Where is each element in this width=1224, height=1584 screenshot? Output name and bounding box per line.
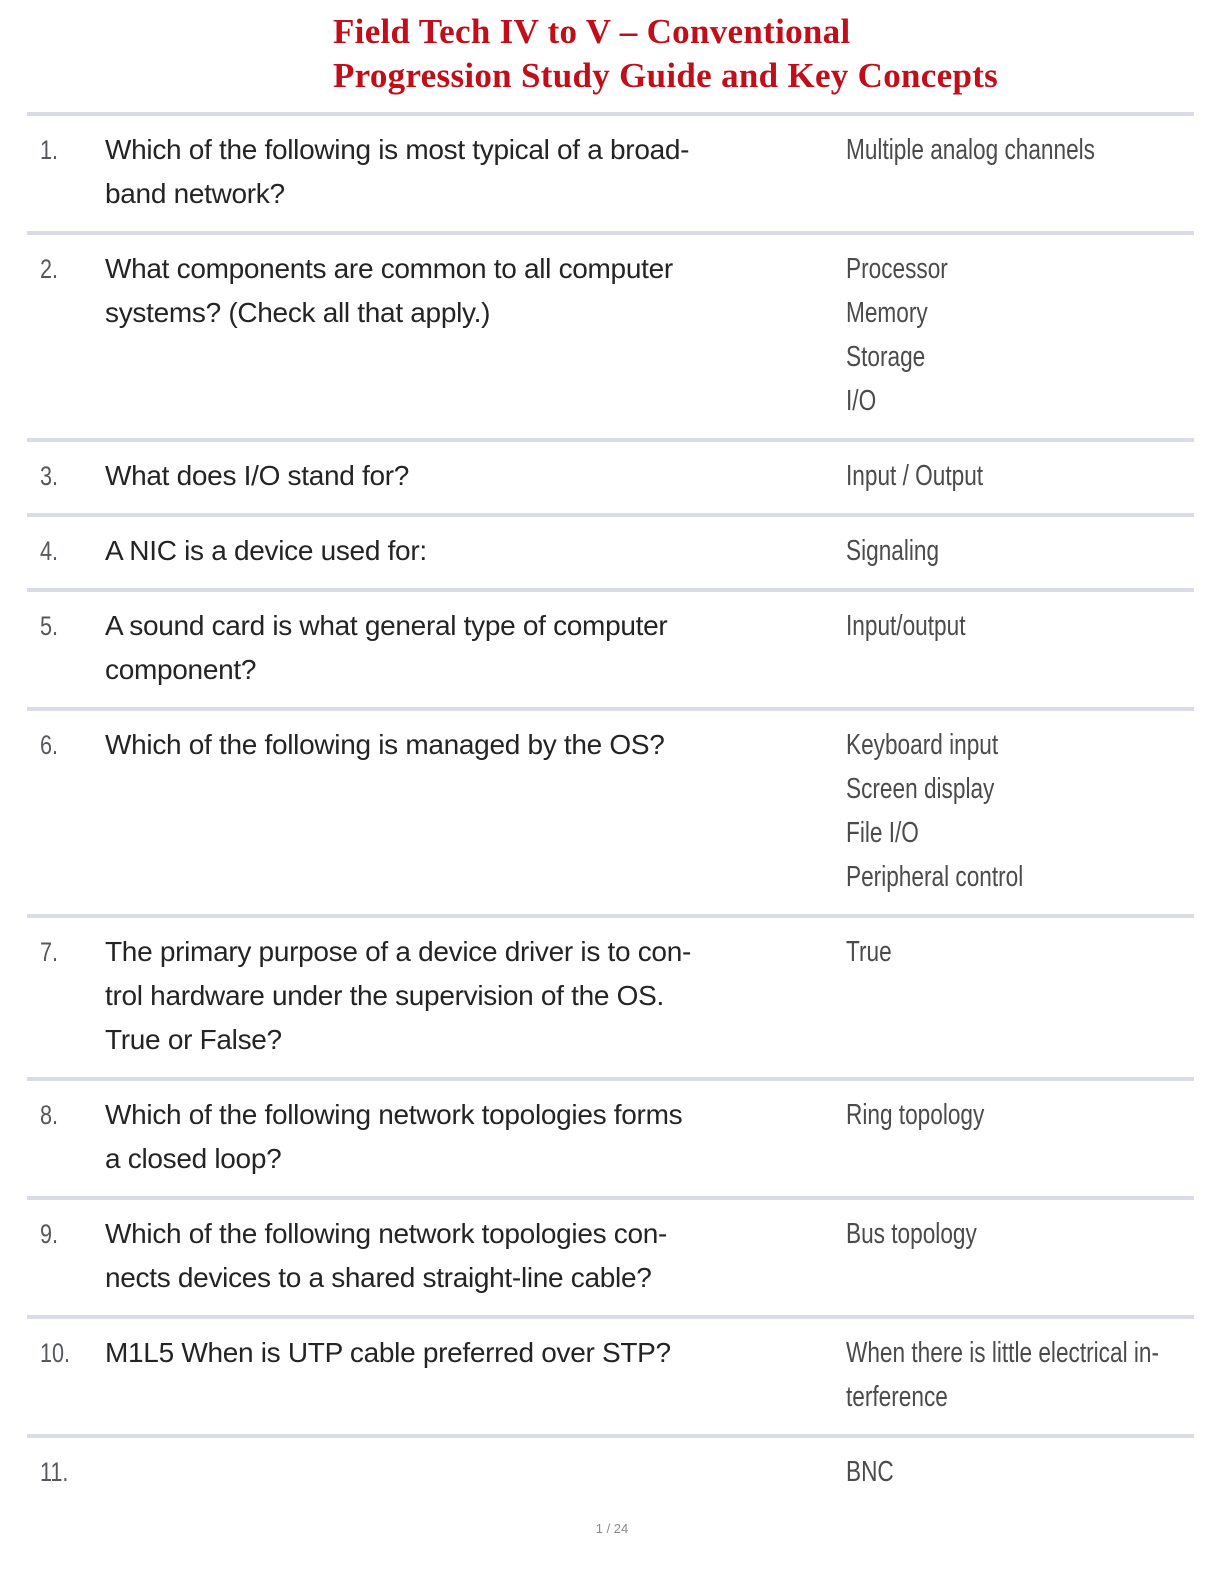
page-title bbox=[0, 0, 1224, 98]
qa-list bbox=[27, 112, 1194, 1509]
answer-line: Input / Output bbox=[846, 460, 984, 492]
item-number: 2. bbox=[40, 254, 59, 284]
item-number-column bbox=[27, 723, 105, 767]
question-line: A sound card is what general type of computer bbox=[105, 610, 668, 641]
question-text bbox=[105, 930, 840, 1062]
question-line: Which of the following is managed by the OS? bbox=[105, 729, 665, 760]
answer-line: terference bbox=[846, 1381, 948, 1413]
question-text bbox=[105, 247, 840, 335]
page-title-line1: Field Tech IV to V – Conventional bbox=[333, 12, 851, 51]
question-text bbox=[105, 604, 840, 692]
question-line: component? bbox=[105, 654, 257, 685]
item-number: 10. bbox=[40, 1338, 71, 1368]
item-number-column bbox=[27, 1093, 105, 1137]
answer-text bbox=[846, 454, 1117, 498]
question-text bbox=[105, 723, 840, 767]
answer-line: Storage bbox=[846, 341, 926, 373]
item-number: 1. bbox=[40, 135, 59, 165]
qa-row bbox=[27, 914, 1194, 1077]
question-text bbox=[105, 529, 840, 573]
question-text bbox=[105, 1093, 840, 1181]
answer-line: Screen display bbox=[846, 773, 995, 805]
item-number: 11. bbox=[40, 1457, 69, 1487]
question-line: trol hardware under the supervision of the OS. bbox=[105, 980, 664, 1011]
answer-column bbox=[840, 1331, 1224, 1419]
answer-text bbox=[846, 723, 1117, 899]
question-line: systems? (Check all that apply.) bbox=[105, 297, 491, 328]
answer-line: Processor bbox=[846, 253, 948, 285]
question-line: What does I/O stand for? bbox=[105, 460, 410, 491]
qa-row bbox=[27, 513, 1194, 588]
question-line: a closed loop? bbox=[105, 1143, 282, 1174]
item-number-column bbox=[27, 529, 105, 573]
answer-text bbox=[846, 1212, 1117, 1256]
answer-text bbox=[846, 529, 1117, 573]
question-text bbox=[105, 128, 840, 216]
question-line: band network? bbox=[105, 178, 285, 209]
item-number: 4. bbox=[40, 536, 59, 566]
qa-row bbox=[27, 707, 1194, 914]
answer-line: Keyboard input bbox=[846, 729, 999, 761]
qa-row bbox=[27, 112, 1194, 231]
item-number: 7. bbox=[40, 937, 59, 967]
item-number-column bbox=[27, 247, 105, 291]
qa-row bbox=[27, 1196, 1194, 1315]
item-number: 9. bbox=[40, 1219, 59, 1249]
question-text bbox=[105, 454, 840, 498]
answer-text bbox=[846, 930, 1117, 974]
answer-column bbox=[840, 1450, 1194, 1494]
qa-row bbox=[27, 231, 1194, 438]
item-number-column bbox=[27, 1331, 105, 1375]
answer-line: Peripheral control bbox=[846, 861, 1024, 893]
answer-column bbox=[840, 454, 1194, 498]
answer-text bbox=[846, 128, 1117, 172]
qa-row bbox=[27, 438, 1194, 513]
question-line: M1L5 When is UTP cable preferred over STP? bbox=[105, 1337, 671, 1368]
question-line: Which of the following network topologies forms bbox=[105, 1099, 683, 1130]
qa-row bbox=[27, 588, 1194, 707]
answer-text bbox=[846, 1450, 1117, 1494]
answer-text bbox=[846, 1093, 1117, 1137]
question-line: True or False? bbox=[105, 1024, 282, 1055]
answer-line: When there is little electrical in- bbox=[846, 1337, 1160, 1369]
answer-text bbox=[846, 1331, 1159, 1419]
item-number: 5. bbox=[40, 611, 59, 641]
answer-column bbox=[840, 247, 1194, 423]
answer-text bbox=[846, 247, 1117, 423]
answer-line: BNC bbox=[846, 1456, 894, 1488]
answer-line: Bus topology bbox=[846, 1218, 977, 1250]
answer-column bbox=[840, 1212, 1194, 1256]
page-number: 1 / 24 bbox=[595, 1521, 629, 1536]
answer-line: Memory bbox=[846, 297, 928, 329]
qa-row bbox=[27, 1315, 1194, 1434]
answer-line: Signaling bbox=[846, 535, 940, 567]
item-number-column bbox=[27, 454, 105, 498]
question-text bbox=[105, 1331, 840, 1375]
answer-line: File I/O bbox=[846, 817, 919, 849]
item-number-column bbox=[27, 128, 105, 172]
answer-column bbox=[840, 128, 1194, 172]
item-number-column bbox=[27, 1450, 105, 1494]
answer-line: I/O bbox=[846, 385, 877, 417]
item-number-column bbox=[27, 604, 105, 648]
page-title-line2: Progression Study Guide and Key Concepts bbox=[333, 56, 999, 95]
qa-row bbox=[27, 1077, 1194, 1196]
answer-text bbox=[846, 604, 1117, 648]
answer-column bbox=[840, 930, 1194, 974]
answer-column bbox=[840, 529, 1194, 573]
question-line: A NIC is a device used for: bbox=[105, 535, 427, 566]
answer-line: True bbox=[846, 936, 892, 968]
question-line: Which of the following is most typical of a broad- bbox=[105, 134, 690, 165]
question-line: nects devices to a shared straight-line cable? bbox=[105, 1262, 652, 1293]
item-number-column bbox=[27, 930, 105, 974]
question-text bbox=[105, 1212, 840, 1300]
qa-row bbox=[27, 1434, 1194, 1509]
item-number-column bbox=[27, 1212, 105, 1256]
question-line: The primary purpose of a device driver is to con- bbox=[105, 936, 692, 967]
answer-line: Multiple analog channels bbox=[846, 134, 1095, 166]
item-number: 8. bbox=[40, 1100, 59, 1130]
item-number: 6. bbox=[40, 730, 59, 760]
item-number: 3. bbox=[40, 461, 59, 491]
answer-column bbox=[840, 723, 1194, 899]
question-line: What components are common to all computer bbox=[105, 253, 673, 284]
answer-column bbox=[840, 1093, 1194, 1137]
answer-column bbox=[840, 604, 1194, 648]
answer-line: Ring topology bbox=[846, 1099, 985, 1131]
answer-line: Input/output bbox=[846, 610, 966, 642]
question-line: Which of the following network topologies con- bbox=[105, 1218, 668, 1249]
